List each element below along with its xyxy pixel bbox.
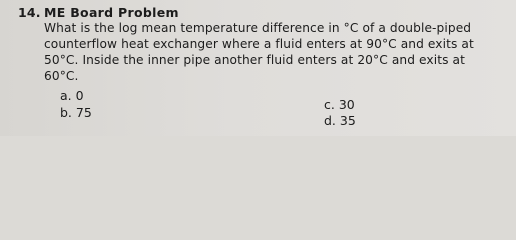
choice-a: a. 0 [60,88,84,103]
question-text-line: What is the log mean temperature difference in °C of a double-piped [44,21,472,35]
choice-d: d. 35 [324,113,356,128]
question-text-line: counterflow heat exchanger where a fluid enters at 90°C and exits at [44,37,474,51]
question-text-line: 60°C. [44,69,79,83]
choice-b: b. 75 [60,105,92,120]
question-number: 14. [18,5,41,20]
question-text-line: 50°C. Inside the inner pipe another fluid enters at 20°C and exits at [44,53,465,67]
question-title: ME Board Problem [44,5,179,20]
choice-c: c. 30 [324,97,355,112]
